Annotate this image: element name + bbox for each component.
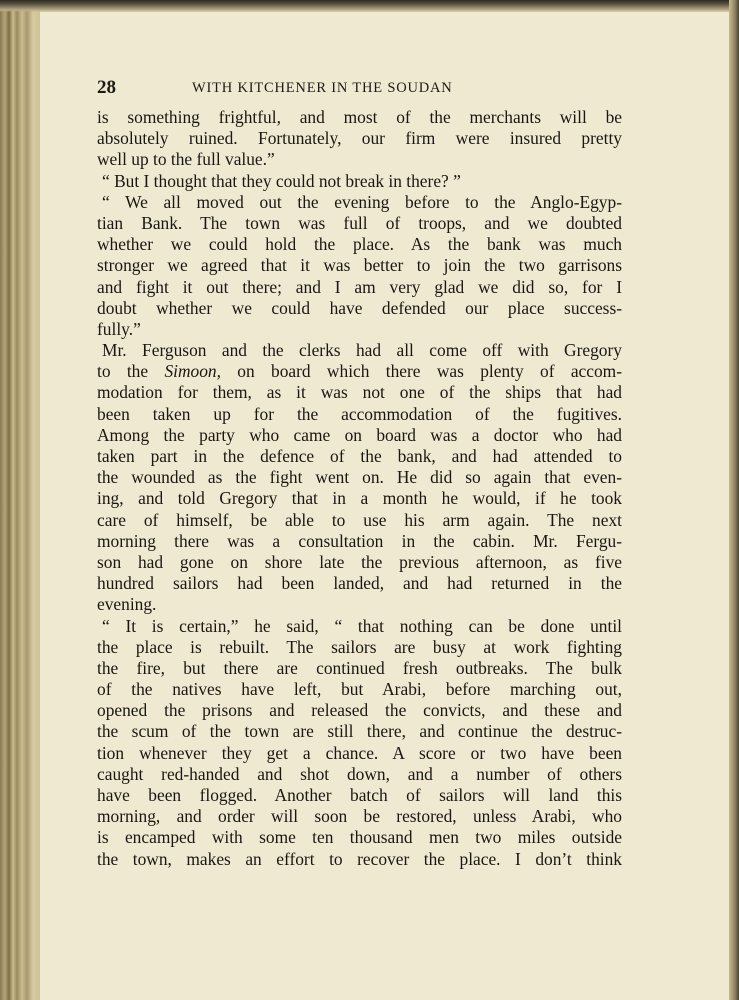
text-line: Among the party who came on board was a doctor who had	[97, 424, 622, 445]
text-segment: to the	[97, 361, 165, 382]
text-line: caught red-handed and shot down, and a number of others	[97, 763, 622, 784]
text-line: evening.	[97, 594, 157, 615]
book-binding	[0, 0, 40, 1000]
text-line: and fight it out there; and I am very glad we did so, for I	[97, 276, 622, 297]
text-line: the fire, but there are continued fresh outbreaks. The bulk	[97, 657, 622, 678]
text-line: fully.”	[97, 318, 141, 339]
text-line: modation for them, as it was not one of the ships that had	[97, 382, 622, 403]
text-line: opened the prisons and released the convicts, and these and	[97, 700, 622, 721]
text-line: is encamped with some ten thousand men two miles outside	[97, 827, 622, 848]
text-line: taken part in the defence of the bank, and had attended to	[97, 446, 622, 466]
text-line: well up to the full value.”	[97, 149, 275, 170]
text-line: hundred sailors had been landed, and had returned in the	[97, 573, 622, 594]
text-line: whether we could hold the place. As the bank was much	[97, 234, 622, 255]
page-top-shadow	[0, 0, 739, 12]
text-line: “ It is certain,” he said, “ that nothing can be done until	[102, 615, 622, 636]
text-line: doubt whether we could have defended our place success-	[97, 297, 622, 318]
text-line: Mr. Ferguson and the clerks had all come off with Gregory	[102, 340, 622, 361]
text-line: is something frightful, and most of the merchants will be	[97, 107, 622, 127]
text-line: absolutely ruined. Fortunately, our firm were insured pretty	[97, 128, 622, 149]
text-line: the scum of the town are still there, and continue the destruc-	[97, 721, 622, 742]
text-line: ing, and told Gregory that in a month he would, if he took	[97, 488, 622, 509]
text-line: the place is rebuilt. The sailors are busy at work fighting	[97, 636, 622, 657]
page-right-edge	[729, 0, 739, 1000]
text-line: have been flogged. Another batch of sailors will land this	[97, 785, 622, 805]
text-line: morning there was a consultation in the cabin. Mr. Fergu-	[97, 530, 622, 551]
text-line: stronger we agreed that it was better to join the two garrisons	[97, 255, 622, 276]
text-line: tion whenever they get a chance. A score or two have been	[97, 742, 622, 763]
text-line: “ But I thought that they could not break in there? ”	[102, 170, 461, 191]
running-head: WITH KITCHENER IN THE SOUDAN	[192, 80, 453, 96]
body-text	[97, 107, 622, 870]
text-line: the town, makes an effort to recover the place. I don’t think	[97, 848, 622, 869]
text-line: son had gone on shore late the previous afternoon, as five	[97, 551, 622, 572]
page-header	[97, 77, 617, 105]
text-line: morning, and order will soon be restored, unless Arabi, who	[97, 806, 622, 827]
text-line: of the natives have left, but Arabi, before marching out,	[97, 679, 622, 700]
ship-name: Simoon,	[164, 361, 221, 382]
text-line: “ We all moved out the evening before to the Anglo-Egyp-	[102, 191, 622, 212]
text-line: tian Bank. The town was full of troops, and we doubted	[97, 212, 622, 233]
text-line	[97, 361, 622, 382]
text-line: been taken up for the accommodation of the fugitives.	[97, 403, 622, 424]
text-line: the wounded as the fight went on. He did so again that even-	[97, 467, 622, 488]
text-line: care of himself, be able to use his arm again. The next	[97, 509, 622, 530]
text-segment: on board which there was plenty of accom-	[220, 361, 622, 382]
page-number: 28	[97, 77, 116, 98]
